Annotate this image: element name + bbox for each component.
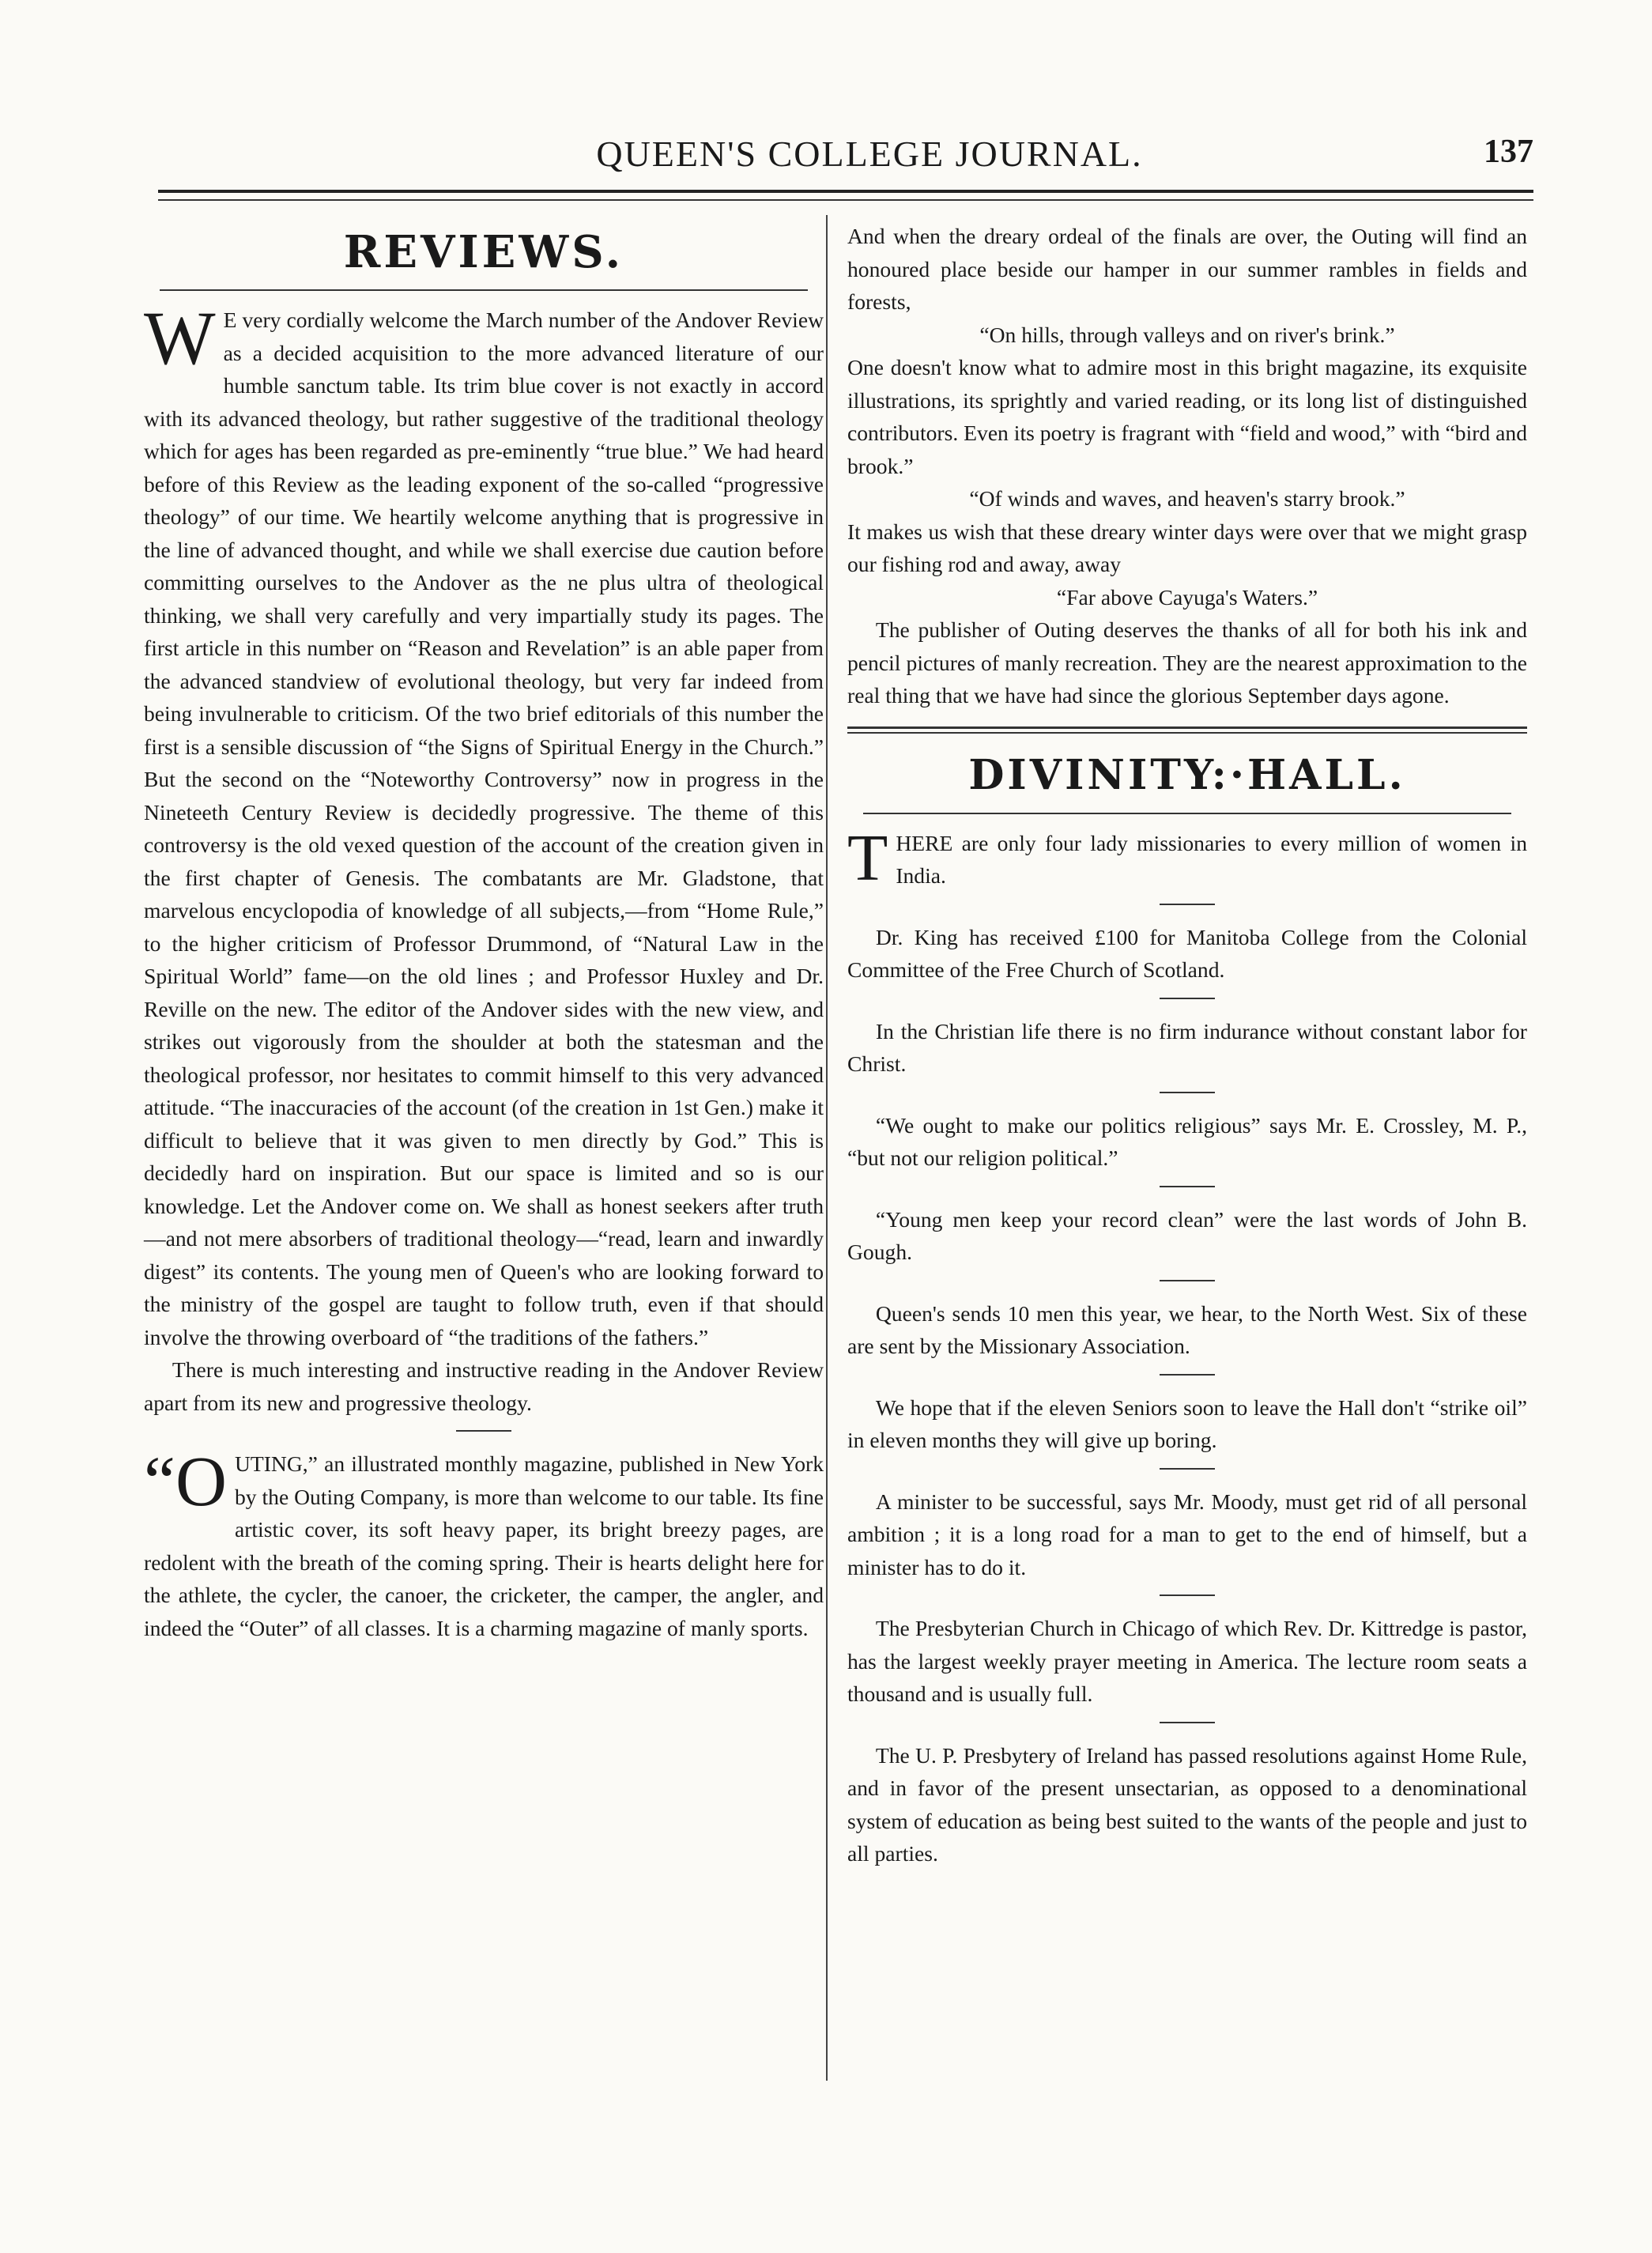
outing-text: UTING,” an illustrated monthly magazine, published in New York by the Outing Company, is more than welcome to our table. Its fine artistic cover, its soft heavy paper, its bright breezy pages, are redolent with the breath of the coming spring. Their is hearts delight here for the athlete, the cycler, the canoer, the cricketer, the camper, the angler, and indeed the “Outer” of all classes. It is a charming magazine of manly sports. — [144, 1451, 824, 1640]
item-separator — [1160, 1722, 1215, 1723]
outing-publisher: The publisher of Outing deserves the thanks of all for both his ink and pencil pictures of manly recreation. They are the nearest approximation to the real thing that we have had since the glorious September days agone. — [847, 617, 1527, 708]
right-column — [847, 220, 1527, 1870]
outing-paragraph — [144, 1443, 824, 1644]
dropcap-t: T — [847, 821, 888, 895]
dropcap-o: “O — [144, 1443, 227, 1521]
section-separator — [456, 1430, 511, 1432]
item-separator — [1160, 904, 1215, 905]
section-double-rule — [847, 726, 1527, 734]
divinity-item: A minister to be successful, says Mr. Moody, must get rid of all personal ambition ; it is a long road for a man to get to the end of himself, but a minister has to do it. — [847, 1489, 1527, 1579]
column-divider — [826, 215, 828, 2081]
divinity-item: “We ought to make our politics religious” says Mr. E. Crossley, M. P., “but not our religion political.” — [847, 1112, 1527, 1170]
item-separator — [1160, 1186, 1215, 1187]
left-column — [144, 220, 824, 1644]
quote-winds: “Of winds and waves, and heaven's starry brook.” — [969, 486, 1405, 511]
andover-review-paragraph — [144, 296, 824, 1353]
reviews-heading: REVIEWS. — [343, 226, 624, 278]
divinity-item: Queen's sends 10 men this year, we hear, to the North West. Six of these are sent by the Missionary Association. — [847, 1300, 1527, 1358]
divinity-item: The Presbyterian Church in Chicago of which Rev. Dr. Kittredge is pastor, has the largest weekly prayer meeting in America. The lecture room seats a thousand and is usually full. — [847, 1616, 1527, 1706]
divinity-item — [847, 821, 1527, 895]
page-number: 137 — [1484, 134, 1533, 170]
divinity-item: “Young men keep your record clean” were the last words of John B. Gough. — [847, 1206, 1527, 1264]
journal-title: QUEEN'S COLLEGE JOURNAL. — [596, 134, 1143, 174]
quote-hills: “On hills, through valleys and on river's brink.” — [979, 322, 1395, 347]
andover-review-text: E very cordially welcome the March number of the Andover Review as a decided acquisition to the more advanced literature of our humble sanctum table. Its trim blue cover is not exactly in accord with its advanced theology, but rather suggestive of the traditional theology which for ages has been regarded as pre-eminently “true blue.” We had heard before of this Review as the leading exponent of the so-called “progressive theology” of our time. We heartily welcome anything that is progressive in the line of advanced thought, and while we shall exercise due caution before committing ourselves to the Andover as the ne plus ultra of theological thinking, we shall very carefully and very impartially study its pages. The first article in this number on “Reason and Revelation” is an able paper from the advanced standview of evolutional theology, but very far indeed from being invulnerable to criticism. Of the two brief editorials of this number the first is a sensible discussion of “the Signs of Spiritual Energy in the Church.” But the second on the “Noteworthy Controversy” now in progress in the Nineteeth Century Review is decidedly progressive. The theme of this controversy is the old vexed question of the account of the creation given in the first chapter of Genesis. The combatants are Mr. Gladstone, that marvelous encyclopodia of knowledge of all subjects,—from “Home Rule,” to the higher criticism of Professor Drummond, of “Natural Law in the Spiritual World” fame—on the old lines ; and Professor Huxley and Dr. Reville on the new. The editor of the Andover sides with the new view, and strikes out vigorously from the shoulder at both the statesman and the theological professor, nor hesitates to commit himself to this very advanced attitude. “The inaccuracies of the account (of the creation in 1st Gen.) make it difficult to believe that it was given to men directly by God.” This is decidedly hard on inspiration. But our space is limited and so is our knowledge. Let the Andover come on. We shall as honest seekers after truth—and not mere absorbers of traditional theology—“read, learn and inwardly digest” its contents. The young men of Queen's who are looking forward to the ministry of the gospel are taught to follow truth, even if that should involve the throwing overboard of “the traditions of the fathers.” — [144, 308, 824, 1349]
divinity-hall-heading: DIVINITY:·HALL. — [968, 750, 1406, 799]
divinity-item: We hope that if the eleven Seniors soon to leave the Hall don't “strike oil” in eleven months they will give up boring. — [847, 1394, 1527, 1452]
outing-wish: It makes us wish that these dreary winter days were over that we might grasp our fishing rod and away, away — [847, 519, 1527, 576]
item-separator — [1160, 1374, 1215, 1376]
outing-admire: One doesn't know what to admire most in this bright magazine, its exquisite illustrations, its sprightly and varied reading, or its long list of distinguished contributors. Even its poetry is fragrant with “field and wood,” with “bird and brook.” — [847, 355, 1527, 478]
outing-continued: And when the dreary ordeal of the finals are over, the Outing will find an honoured place beside our hamper in our summer rambles in fields and forests, — [847, 224, 1527, 314]
quote-cayuga: “Far above Cayuga's Waters.” — [1056, 584, 1318, 609]
item-separator — [1160, 1280, 1215, 1281]
divinity-item: Dr. King has received £100 for Manitoba College from the Colonial Committee of the Free Church of Scotland. — [847, 924, 1527, 982]
item-separator — [1160, 1092, 1215, 1093]
divinity-item-text: HERE are only four lady missionaries to every million of women in India. — [896, 830, 1527, 888]
page-header — [158, 133, 1533, 188]
divinity-item: In the Christian life there is no firm indurance without constant labor for Christ. — [847, 1018, 1527, 1076]
header-rule-thick — [158, 190, 1533, 193]
dropcap-w: W — [144, 296, 216, 380]
andover-review-closing: There is much interesting and instructive reading in the Andover Review apart from its new and progressive theology. — [144, 1357, 824, 1415]
reviews-heading-rule — [160, 289, 808, 291]
divinity-item: The U. P. Presbytery of Ireland has passed resolutions against Home Rule, and in favor of the present unsectarian, as opposed to a denominational system of education as being best suited to the wants of the people and just to all parties. — [847, 1742, 1527, 1866]
divinity-heading-rule — [863, 813, 1511, 814]
header-rule-thin — [158, 199, 1533, 201]
item-separator — [1160, 998, 1215, 999]
item-separator — [1160, 1468, 1215, 1470]
item-separator — [1160, 1594, 1215, 1596]
